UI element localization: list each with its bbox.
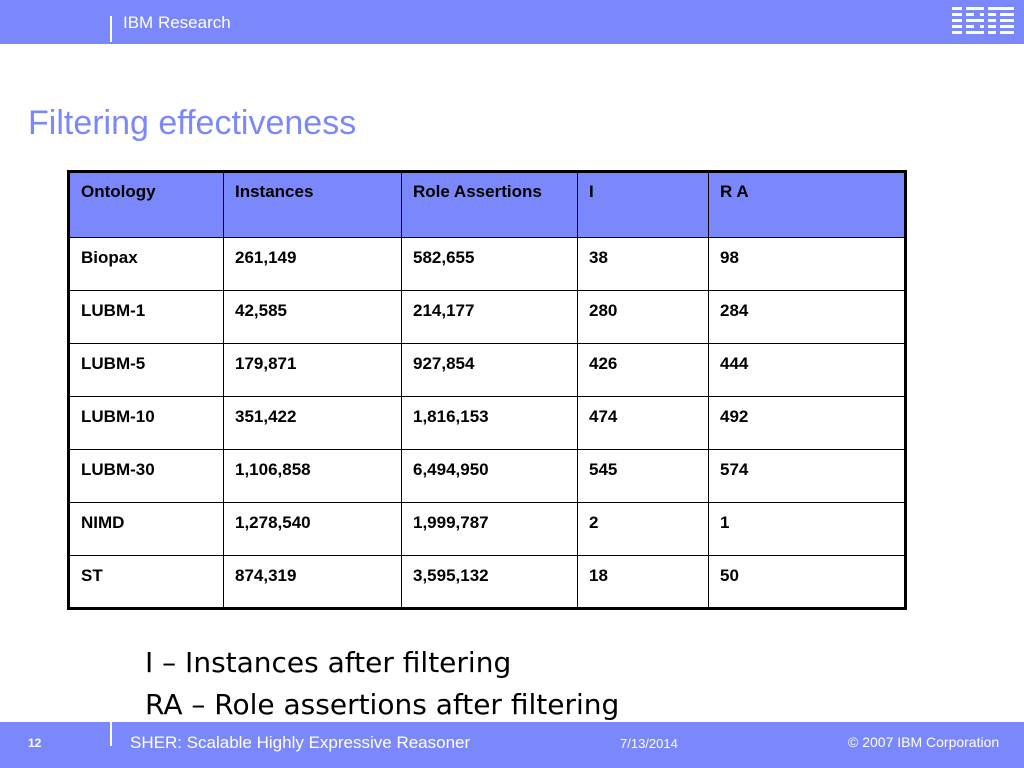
cell-i: 38 bbox=[578, 238, 709, 291]
cell-ontology: LUBM-30 bbox=[69, 450, 224, 503]
cell-ontology: ST bbox=[69, 556, 224, 609]
column-header-instances: Instances bbox=[224, 172, 402, 238]
column-header-ra: R A bbox=[709, 172, 906, 238]
cell-i: 545 bbox=[578, 450, 709, 503]
table-row bbox=[69, 291, 906, 344]
ontology-table bbox=[67, 170, 907, 610]
footer-subtitle: SHER: Scalable Highly Expressive Reasoner bbox=[130, 733, 471, 752]
footer-copyright: © 2007 IBM Corporation bbox=[848, 734, 1000, 750]
table-row bbox=[69, 238, 906, 291]
table-header-row bbox=[69, 172, 906, 238]
cell-instances: 351,422 bbox=[224, 397, 402, 450]
cell-i: 474 bbox=[578, 397, 709, 450]
footer-divider bbox=[110, 722, 112, 746]
cell-ontology: NIMD bbox=[69, 503, 224, 556]
legend bbox=[145, 642, 619, 726]
cell-ra: 574 bbox=[709, 450, 906, 503]
cell-ontology: LUBM-1 bbox=[69, 291, 224, 344]
cell-instances: 1,278,540 bbox=[224, 503, 402, 556]
header-bar bbox=[0, 0, 1024, 44]
cell-ra: 492 bbox=[709, 397, 906, 450]
table-row bbox=[69, 503, 906, 556]
cell-i: 18 bbox=[578, 556, 709, 609]
table-row bbox=[69, 556, 906, 609]
cell-ra: 50 bbox=[709, 556, 906, 609]
page-number: 12 bbox=[28, 736, 42, 750]
cell-instances: 874,319 bbox=[224, 556, 402, 609]
cell-i: 2 bbox=[578, 503, 709, 556]
page-title: Filtering effectiveness bbox=[28, 104, 357, 142]
header-org-label: IBM Research bbox=[123, 13, 231, 32]
table-row bbox=[69, 397, 906, 450]
cell-role-assertions: 1,999,787 bbox=[402, 503, 578, 556]
cell-ontology: LUBM-5 bbox=[69, 344, 224, 397]
cell-ontology: Biopax bbox=[69, 238, 224, 291]
column-header-i: I bbox=[578, 172, 709, 238]
cell-role-assertions: 1,816,153 bbox=[402, 397, 578, 450]
cell-instances: 42,585 bbox=[224, 291, 402, 344]
cell-instances: 179,871 bbox=[224, 344, 402, 397]
cell-instances: 1,106,858 bbox=[224, 450, 402, 503]
legend-line-role-assertions: RA – Role assertions after filtering bbox=[145, 688, 620, 721]
column-header-ontology: Ontology bbox=[69, 172, 224, 238]
footer-date: 7/13/2014 bbox=[620, 736, 678, 751]
cell-i: 280 bbox=[578, 291, 709, 344]
cell-role-assertions: 214,177 bbox=[402, 291, 578, 344]
cell-role-assertions: 927,854 bbox=[402, 344, 578, 397]
cell-role-assertions: 6,494,950 bbox=[402, 450, 578, 503]
header-divider bbox=[110, 16, 112, 42]
cell-ontology: LUBM-10 bbox=[69, 397, 224, 450]
cell-instances: 261,149 bbox=[224, 238, 402, 291]
ibm-logo-icon bbox=[946, 5, 1016, 39]
table-row bbox=[69, 450, 906, 503]
cell-ra: 284 bbox=[709, 291, 906, 344]
cell-role-assertions: 3,595,132 bbox=[402, 556, 578, 609]
legend-line-instances: I – Instances after filtering bbox=[145, 646, 512, 679]
cell-role-assertions: 582,655 bbox=[402, 238, 578, 291]
table-row bbox=[69, 344, 906, 397]
cell-ra: 1 bbox=[709, 503, 906, 556]
column-header-role-assertions: Role Assertions bbox=[402, 172, 578, 238]
footer-bar bbox=[0, 722, 1024, 768]
cell-ra: 444 bbox=[709, 344, 906, 397]
cell-i: 426 bbox=[578, 344, 709, 397]
cell-ra: 98 bbox=[709, 238, 906, 291]
